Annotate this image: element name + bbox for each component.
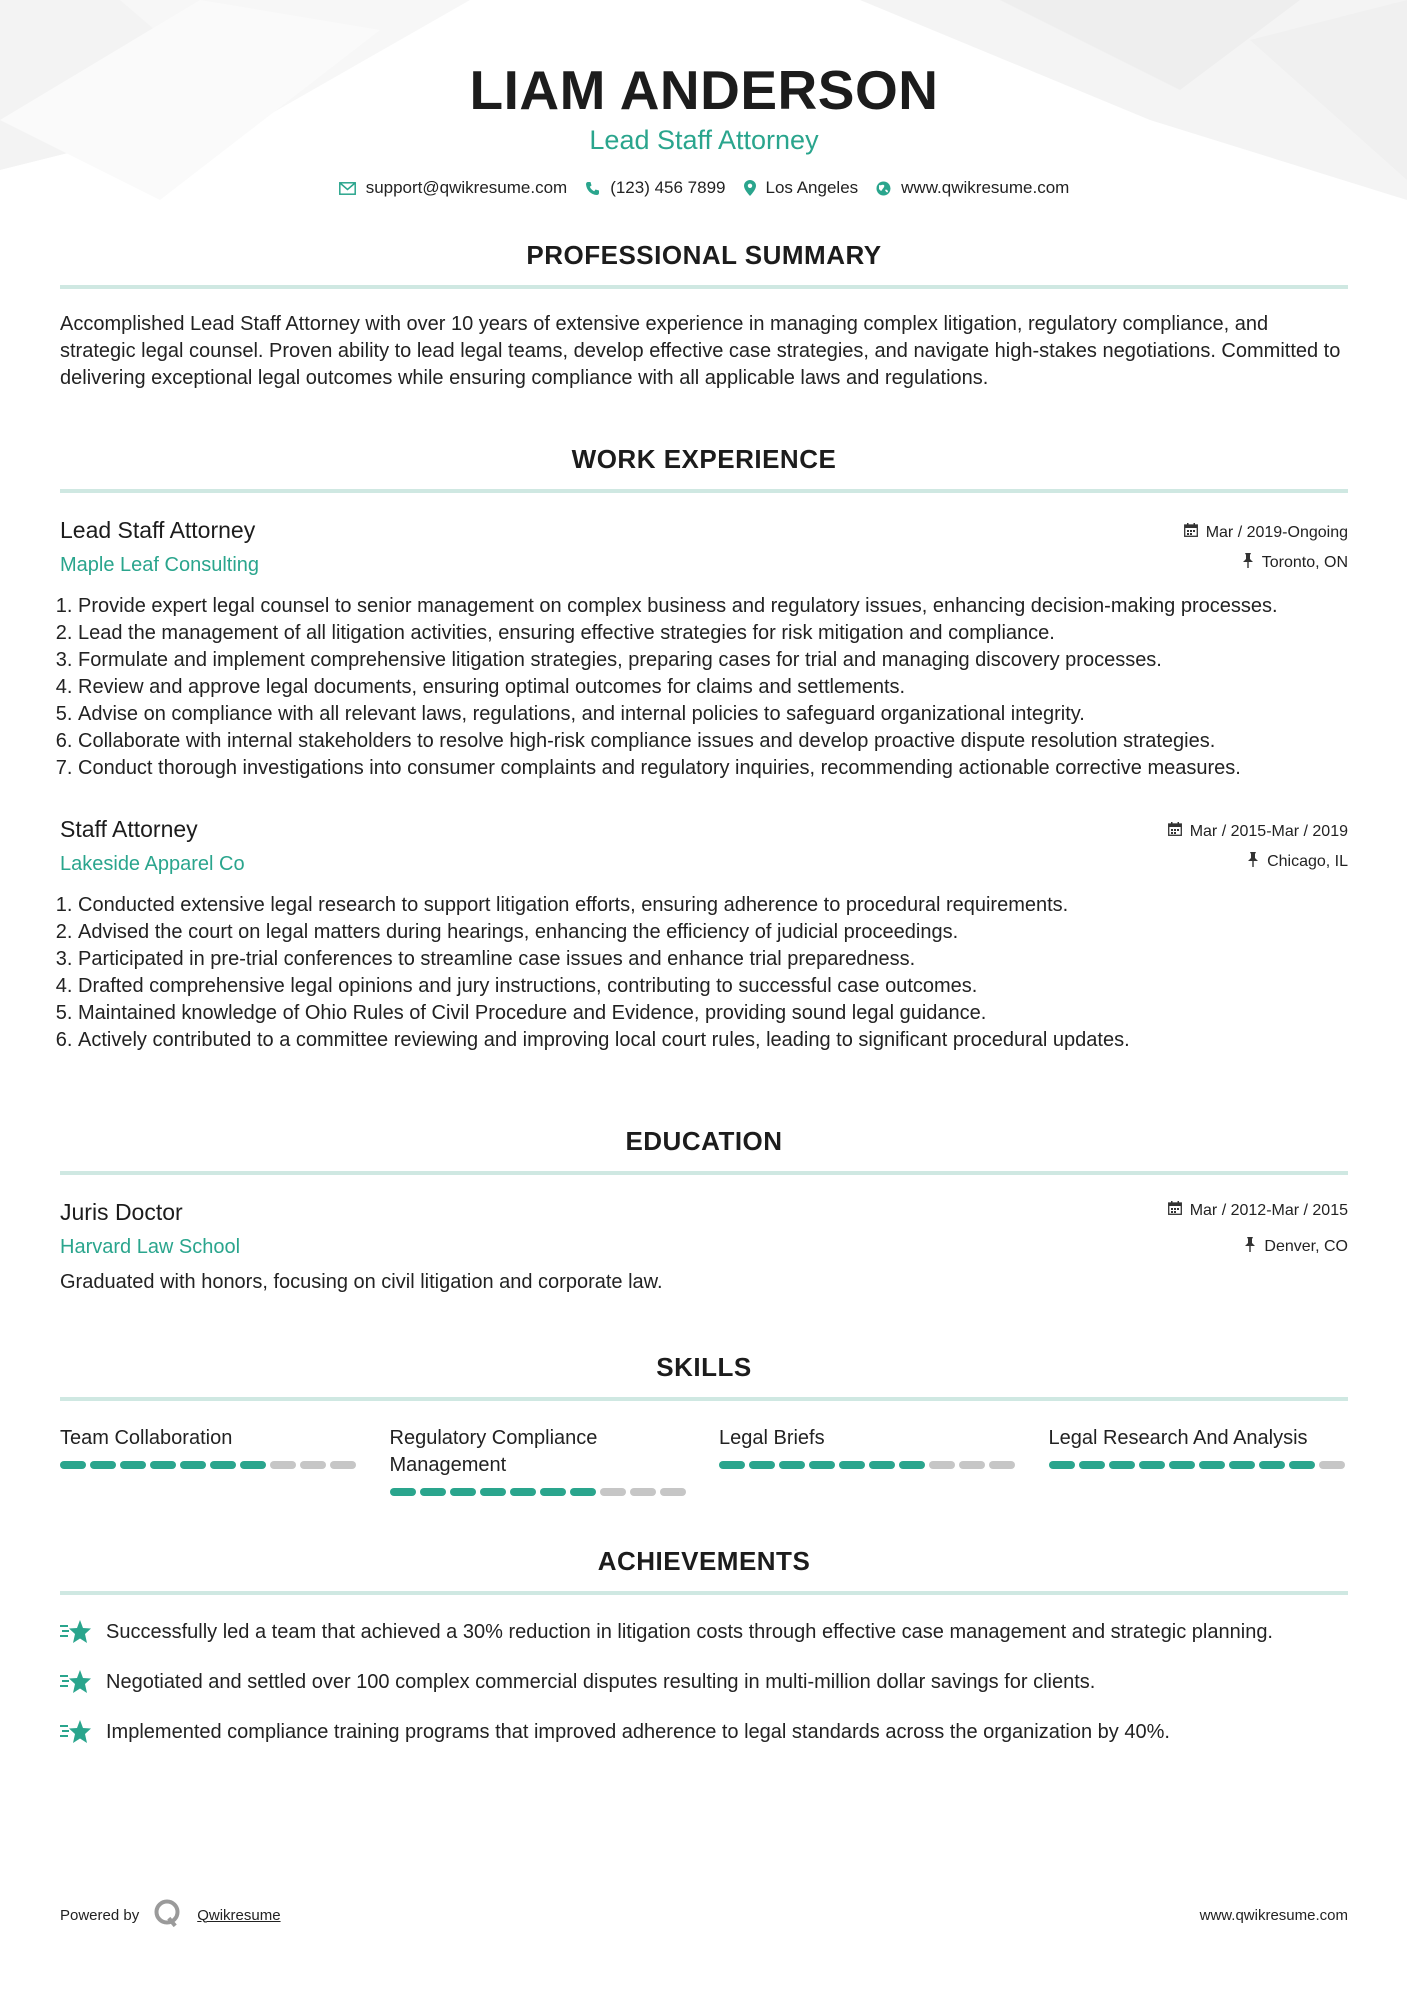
skill-dot-filled [1109,1461,1135,1469]
achievement-text: Successfully led a team that achieved a 30% reduction in litigation costs through effective case management and strategic planning. [106,1621,1273,1643]
page-footer [60,1898,1348,1932]
job-dates [1168,822,1348,841]
candidate-title: Lead Staff Attorney [589,125,819,155]
duty-item: 6. Actively contributed to a committee reviewing and improving local court rules, leading to significant procedural updates. [78,1027,1348,1054]
education-description: Graduated with honors, focusing on civil litigation and corporate law. [60,1271,663,1293]
skill-dot-filled [809,1461,835,1469]
skill-dot-empty [300,1461,326,1469]
skill-dot-filled [839,1461,865,1469]
contact-location [744,178,859,198]
duty-item: 1. Provide expert legal counsel to senior management on complex business and regulatory issues, enhancing decision-making processes. [78,593,1348,620]
duty-item: 1. Conducted extensive legal research to support litigation efforts, ensuring adherence to procedural requirements. [78,892,1348,919]
summary-text: Accomplished Lead Staff Attorney with over 10 years of extensive experience in managing complex litigation, regulatory compliance, and strategic legal counsel. Proven ability to lead legal teams, develop effective case strategies, and navigate high-stakes negotiations. Committed to delivering exceptional legal outcomes while ensuring compliance with all applicable laws and regulations. [60,313,1341,389]
skill-dot-filled [570,1488,596,1496]
skill-level-meter [60,1461,360,1469]
skill-dot-filled [180,1461,206,1469]
footer-website[interactable]: www.qwikresume.com [1199,1906,1348,1924]
pushpin-icon [1247,852,1259,872]
achievement-text: Implemented compliance training programs that improved adherence to legal standards across the organization by 40%. [106,1721,1170,1743]
achievement-item [60,1669,1348,1703]
skill-dot-filled [869,1461,895,1469]
education-dates [1168,1201,1348,1220]
skill-dot-filled [899,1461,925,1469]
job-duties-list [60,593,1348,782]
calendar-icon [1168,1201,1182,1220]
duty-item: 5. Maintained knowledge of Ohio Rules of Civil Procedure and Evidence, providing sound legal guidance. [78,1000,1348,1027]
skill-dot-empty [600,1488,626,1496]
skill-dot-empty [929,1461,955,1469]
website-text: www.qwikresume.com [901,178,1070,197]
star-icon [60,1719,92,1753]
pushpin-icon [1242,553,1254,573]
duty-item: 6. Collaborate with internal stakeholders to resolve high-risk compliance issues and develop proactive dispute resolution strategies. [78,728,1348,755]
achievements-section [60,1546,1348,1753]
skill-dot-filled [420,1488,446,1496]
envelope-icon [339,182,356,195]
skill-name: Regulatory Compliance Management [389,1427,598,1476]
contact-website[interactable] [876,178,1069,198]
skills-list [60,1425,1348,1496]
job-role: Lead Staff Attorney [60,517,256,543]
skill-dot-filled [1049,1461,1075,1469]
qwikresume-logo-icon [153,1898,183,1932]
skill-dot-filled [779,1461,805,1469]
skill-dot-filled [719,1461,745,1469]
education-school: Harvard Law School [60,1236,241,1258]
job-dates [1184,523,1348,542]
email-text: support@qwikresume.com [365,178,568,197]
skill-dot-filled [240,1461,266,1469]
job-location [1184,553,1348,573]
skill-dot-filled [480,1488,506,1496]
skills-heading: SKILLS [656,1352,752,1382]
experience-heading: WORK EXPERIENCE [571,444,837,474]
skill-dot-empty [959,1461,985,1469]
location-text: Los Angeles [765,178,859,197]
achievement-item [60,1619,1348,1653]
achievements-divider [60,1591,1348,1595]
skill-dot-empty [989,1461,1015,1469]
skill-dot-filled [1169,1461,1195,1469]
duty-item: 5. Advise on compliance with all relevant laws, regulations, and internal policies to safeguard organizational integrity. [78,701,1348,728]
skill-dot-filled [510,1488,536,1496]
skill-dot-empty [1319,1461,1345,1469]
star-icon [60,1669,92,1703]
skill-dot-empty [630,1488,656,1496]
skills-divider [60,1397,1348,1401]
experience-section [60,444,1348,1054]
skill-dot-empty [660,1488,686,1496]
contact-email[interactable] [339,178,568,198]
skill-name: Legal Research And Analysis [1048,1427,1308,1449]
map-pin-icon [744,180,756,196]
skill-dot-filled [120,1461,146,1469]
education-section [60,1126,1348,1296]
education-location [1168,1237,1348,1257]
skill-dot-filled [540,1488,566,1496]
experience-divider [60,489,1348,493]
job-role: Staff Attorney [60,816,198,842]
skills-section [60,1352,1348,1496]
job-dates-text: Mar / 2015-Mar / 2019 [1189,822,1348,840]
skill-dot-filled [90,1461,116,1469]
job-dates-text: Mar / 2019-Ongoing [1205,523,1348,541]
education-dates-text: Mar / 2012-Mar / 2015 [1189,1201,1348,1219]
duty-item: 7. Conduct thorough investigations into consumer complaints and regulatory inquiries, recommending actionable corrective measures. [78,755,1348,782]
phone-icon [585,181,600,196]
duty-item: 4. Review and approve legal documents, ensuring optimal outcomes for claims and settlements. [78,674,1348,701]
skill-dot-empty [270,1461,296,1469]
job-entry [60,816,1348,1054]
skill-name: Team Collaboration [60,1427,233,1449]
skill-dot-filled [1229,1461,1255,1469]
skill-dot-filled [749,1461,775,1469]
skill-name: Legal Briefs [719,1427,825,1449]
summary-divider [60,285,1348,289]
education-divider [60,1171,1348,1175]
phone-text: (123) 456 7899 [610,178,726,197]
skill-item [390,1425,690,1496]
duty-item: 2. Lead the management of all litigation activities, ensuring effective strategies for risk mitigation and compliance. [78,620,1348,647]
star-icon [60,1619,92,1653]
skill-item [1049,1425,1349,1496]
skill-dot-filled [210,1461,236,1469]
achievement-text: Negotiated and settled over 100 complex commercial disputes resulting in multi-million dollar savings for clients. [106,1671,1096,1693]
job-location-text: Toronto, ON [1261,554,1348,571]
candidate-name: LIAM ANDERSON [469,59,939,121]
achievements-heading: ACHIEVEMENTS [597,1546,811,1576]
education-heading: EDUCATION [625,1126,783,1156]
summary-section [60,240,1348,392]
duty-item: 3. Participated in pre-trial conferences to streamline case issues and enhance trial preparedness. [78,946,1348,973]
skill-dot-filled [150,1461,176,1469]
duty-item: 3. Formulate and implement comprehensive litigation strategies, preparing cases for trial and managing discovery processes. [78,647,1348,674]
resume-header [60,0,1348,198]
powered-by-label: Powered by [60,1906,140,1924]
summary-heading: PROFESSIONAL SUMMARY [526,240,882,270]
skill-dot-filled [1139,1461,1165,1469]
job-location-text: Chicago, IL [1267,853,1348,870]
job-location [1168,852,1348,872]
skill-dot-filled [1289,1461,1315,1469]
job-duties-list [60,892,1348,1054]
skill-level-meter [390,1488,690,1496]
skill-dot-filled [450,1488,476,1496]
job-entry [60,517,1348,782]
contact-bar [60,178,1348,198]
calendar-icon [1184,523,1198,542]
calendar-icon [1168,822,1182,841]
skill-level-meter [719,1461,1019,1469]
skill-dot-filled [1199,1461,1225,1469]
job-company: Maple Leaf Consulting [60,554,260,576]
skill-dot-filled [1079,1461,1105,1469]
education-degree: Juris Doctor [60,1199,183,1225]
globe-icon [876,181,891,196]
achievement-item [60,1719,1348,1753]
duty-item: 2. Advised the court on legal matters during hearings, enhancing the efficiency of judicial proceedings. [78,919,1348,946]
education-location-text: Denver, CO [1264,1238,1348,1255]
resume-page [60,0,1348,1753]
pushpin-icon [1244,1237,1256,1257]
job-company: Lakeside Apparel Co [60,853,245,875]
skill-dot-filled [60,1461,86,1469]
contact-phone[interactable] [585,178,725,198]
skill-dot-empty [330,1461,356,1469]
skill-level-meter [1049,1461,1349,1469]
skill-dot-filled [1259,1461,1285,1469]
qwikresume-link[interactable]: Qwikresume [197,1906,281,1924]
skill-item [60,1425,360,1496]
skill-item [719,1425,1019,1496]
duty-item: 4. Drafted comprehensive legal opinions and jury instructions, contributing to successful case outcomes. [78,973,1348,1000]
skill-dot-filled [390,1488,416,1496]
